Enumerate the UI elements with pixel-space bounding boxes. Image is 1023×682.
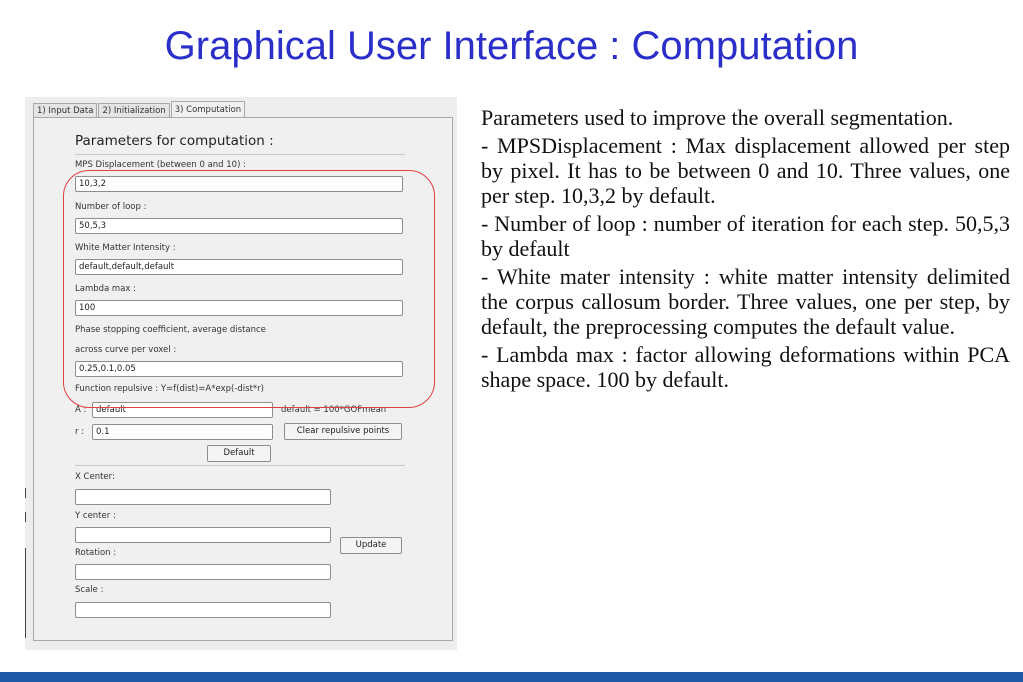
slide-title: Graphical User Interface : Computation [164, 24, 859, 68]
y-center-input[interactable] [75, 527, 331, 543]
y-center-label: Y center : [75, 511, 116, 521]
edge-mark [25, 488, 26, 498]
repulsive-a-input[interactable]: default [92, 402, 273, 418]
description-paragraph: Parameters used to improve the overall segmentation. [481, 105, 954, 130]
description-paragraph: - Number of loop : number of iteration for each step. 50,5,3 by default [481, 211, 1010, 261]
white-matter-intensity-label: White Matter Intensity : [75, 243, 176, 253]
repulsive-a-label: A : [75, 405, 87, 415]
computation-tab-page [33, 117, 453, 641]
phase-stopping-label-line2: across curve per voxel : [75, 345, 177, 355]
scale-input[interactable] [75, 602, 331, 618]
repulsive-a-default-hint: default = 100*GOFmean [281, 405, 387, 415]
rotation-input[interactable] [75, 564, 331, 580]
x-center-label: X Center: [75, 472, 115, 482]
mps-displacement-input[interactable]: 10,3,2 [75, 176, 403, 192]
rotation-label: Rotation : [75, 548, 117, 558]
white-matter-intensity-input[interactable]: default,default,default [75, 259, 403, 275]
clear-repulsive-points-button[interactable]: Clear repulsive points [284, 423, 402, 440]
phase-stopping-input[interactable]: 0.25,0.1,0.05 [75, 361, 403, 377]
transform-separator [75, 465, 405, 466]
default-button[interactable]: Default [207, 445, 271, 462]
lambda-max-label: Lambda max : [75, 284, 137, 294]
description-paragraph: - White mater intensity : white matter intensity delimited the corpus callosum border. Three values, one per step, by default, the preprocessing computes the default value. [481, 264, 1010, 339]
mps-displacement-label: MPS Displacement (between 0 and 10) : [75, 160, 246, 170]
section-separator [75, 154, 405, 155]
scale-label: Scale : [75, 585, 104, 595]
description-paragraph: - Lambda max : factor allowing deformations within PCA shape space. 100 by default. [481, 342, 1010, 392]
x-center-input[interactable] [75, 489, 331, 505]
tab-input-data[interactable]: 1) Input Data [33, 103, 97, 118]
tab-bar [33, 101, 246, 118]
section-title: Parameters for computation : [75, 133, 274, 149]
computation-panel-screenshot [25, 97, 457, 650]
update-button[interactable]: Update [340, 537, 402, 554]
tab-computation[interactable]: 3) Computation [171, 101, 245, 118]
phase-stopping-label: Phase stopping coefficient, average distance [75, 325, 266, 335]
function-repulsive-label: Function repulsive : Y=f(dist)=A*exp(-dist*r) [75, 384, 264, 394]
repulsive-r-label: r : [75, 427, 85, 437]
description-paragraph: - MPSDisplacement : Max displacement allowed per step by pixel. It has to be between 0 and 10. Three values, one per step. 10,3,2 by default. [481, 133, 1010, 208]
repulsive-r-input[interactable]: 0.1 [92, 424, 273, 440]
edge-mark [25, 548, 26, 638]
number-of-loop-input[interactable]: 50,5,3 [75, 218, 403, 234]
edge-mark [25, 512, 26, 522]
bottom-bar [0, 672, 1023, 682]
tab-initialization[interactable]: 2) Initialization [98, 103, 169, 118]
lambda-max-input[interactable]: 100 [75, 300, 403, 316]
description-text [481, 105, 1010, 395]
number-of-loop-label: Number of loop : [75, 202, 147, 212]
